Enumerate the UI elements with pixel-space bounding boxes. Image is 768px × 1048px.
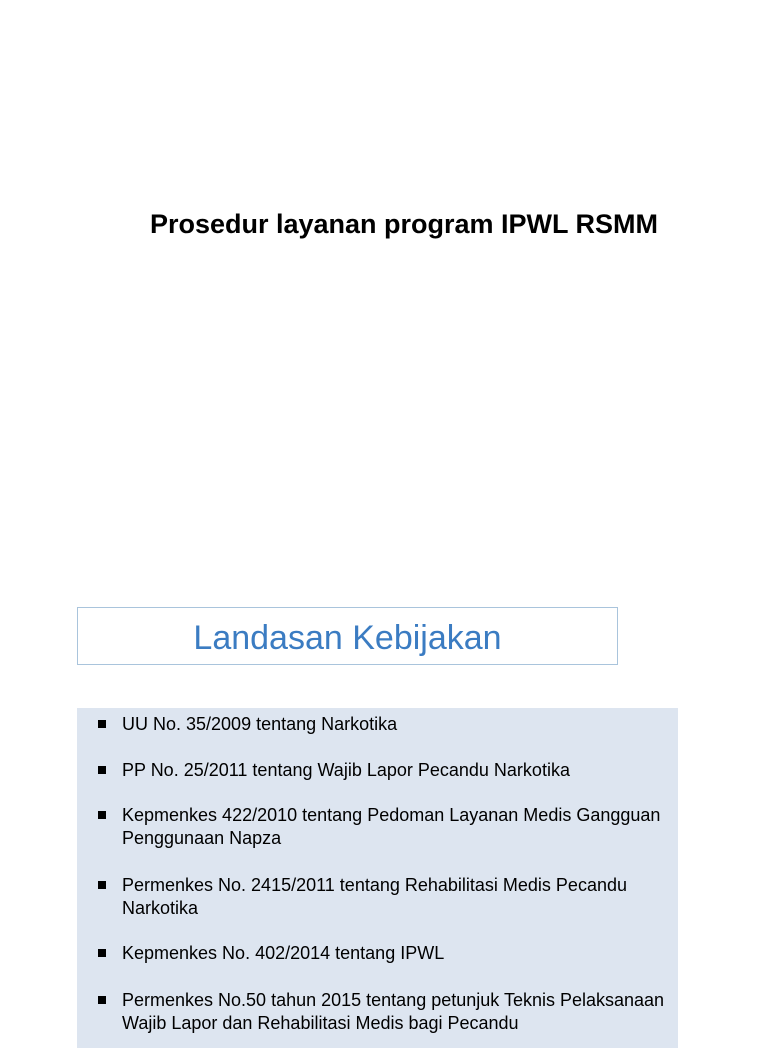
square-bullet-icon — [98, 766, 106, 774]
policy-list-panel — [77, 708, 678, 1048]
list-item — [122, 713, 682, 736]
page-title: Prosedur layanan program IPWL RSMM — [149, 209, 659, 239]
list-item — [122, 874, 682, 920]
list-item — [122, 942, 682, 965]
square-bullet-icon — [98, 720, 106, 728]
list-item-text: Kepmenkes 422/2010 tentang Pedoman Layanan Medis Gangguan Penggunaan Napza — [122, 805, 661, 848]
square-bullet-icon — [98, 949, 106, 957]
list-item-text: Kepmenkes No. 402/2014 tentang IPWL — [122, 943, 445, 963]
section-heading-box — [77, 607, 618, 665]
section-heading: Landasan Kebijakan — [193, 619, 502, 657]
list-item-text: UU No. 35/2009 tentang Narkotika — [122, 714, 398, 734]
list-item-text: Permenkes No.50 tahun 2015 tentang petunjuk Teknis Pelaksanaan Wajib Lapor dan Rehabilitasi Medis bagi Pecandu — [122, 990, 665, 1033]
square-bullet-icon — [98, 811, 106, 819]
square-bullet-icon — [98, 881, 106, 889]
list-item — [122, 759, 682, 782]
list-item-text: PP No. 25/2011 tentang Wajib Lapor Pecandu Narkotika — [122, 760, 570, 780]
list-item — [122, 804, 682, 850]
list-item-text: Permenkes No. 2415/2011 tentang Rehabilitasi Medis Pecandu Narkotika — [122, 875, 627, 918]
list-item — [122, 989, 682, 1035]
square-bullet-icon — [98, 996, 106, 1004]
